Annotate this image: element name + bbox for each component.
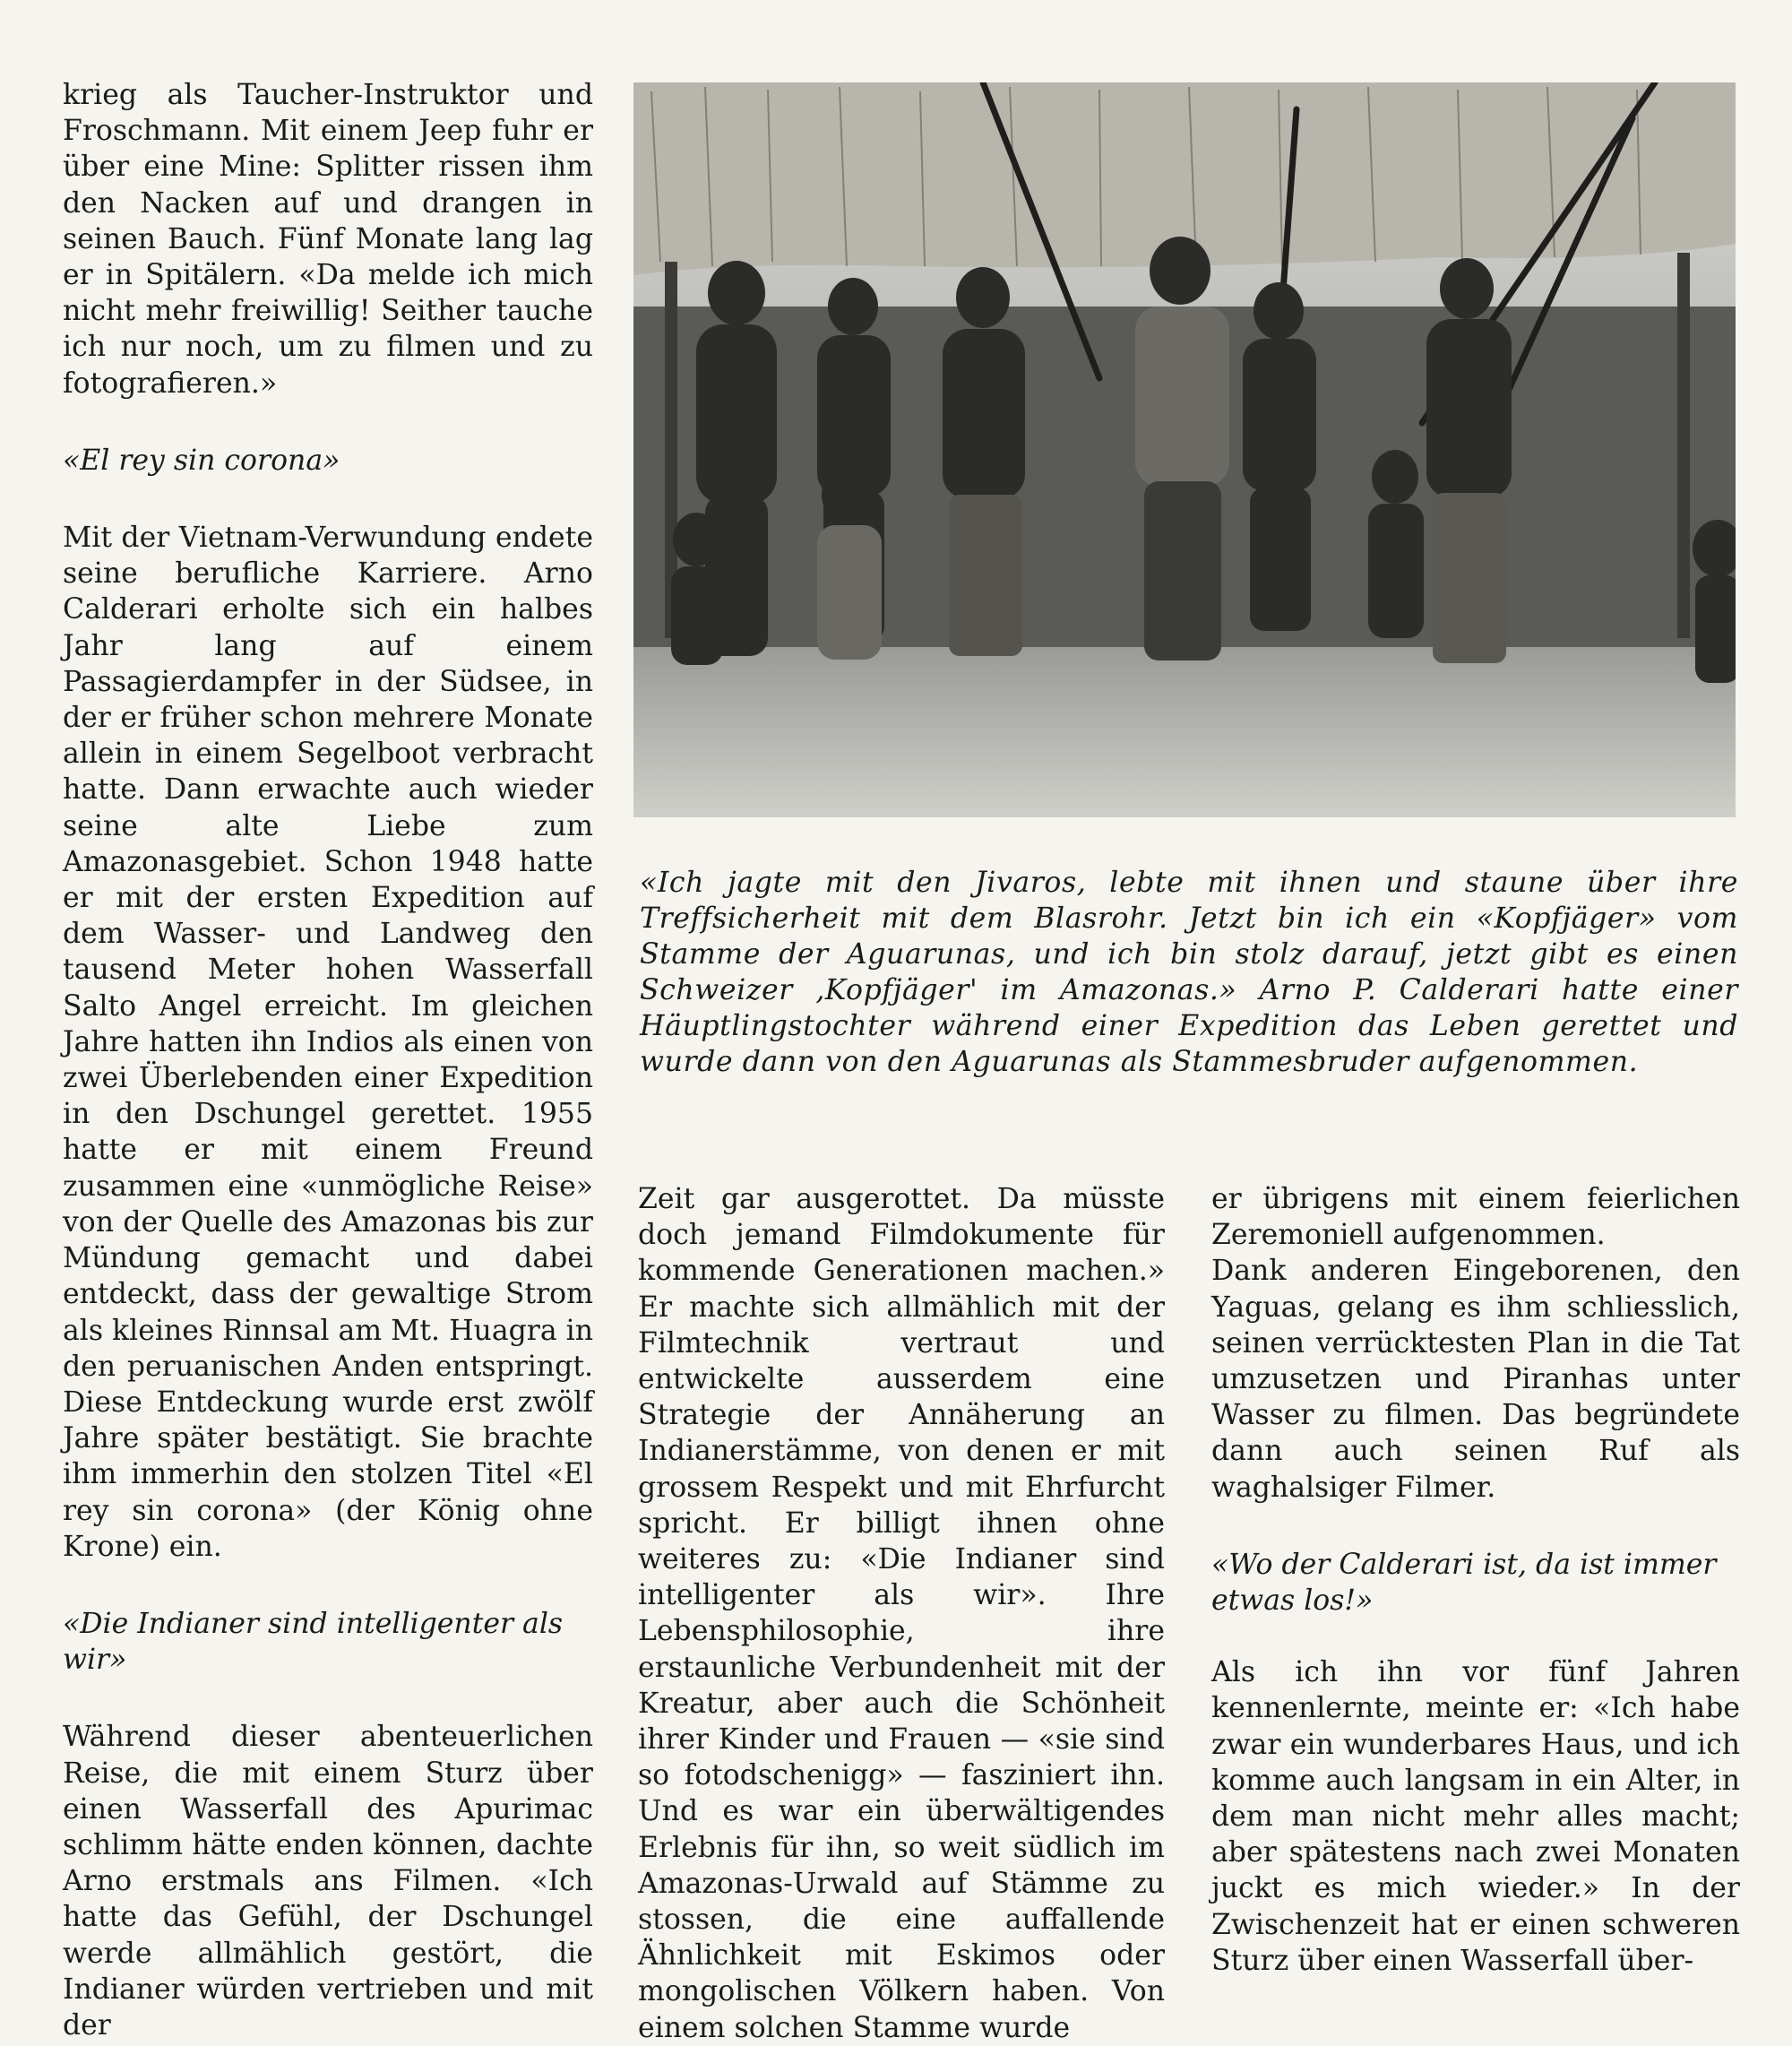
group-photo [633,82,1736,817]
photo-jivaro-group-icon [633,82,1736,817]
section-heading: «Die Indianer sind intelligenter als wir» [63,1607,564,1677]
right-column [1211,1181,1740,1979]
left-column [63,77,593,2043]
middle-column [638,1181,1165,2046]
body-paragraph: krieg als Taucher-Instruktor und Froschmann. Mit einem Jeep fuhr er über eine Mine: Splitter rissen ihm den Nacken auf und drangen in seinen Bauch. Fünf Monate lang lag er in Spitälern. «Da melde ich mich nicht mehr freiwillig! Seither tauche ich nur noch, um zu filmen und zu fotografieren.» [63,79,593,400]
body-paragraph: Als ich ihn vor fünf Jahren kennenlernte, meinte er: «Ich habe zwar ein wunderbares Haus, und ich komme auch langsam in ein Alter, in dem man nicht mehr alles macht; aber spätestens nach zwei Monaten juckt es mich wieder.» In der Zwischenzeit hat er einen schweren Sturz über einen Wasserfall über- [1211,1656,1740,1977]
photo-caption: «Ich jagte mit den Jivaros, lebte mit ihnen und staune über ihre Treffsicherheit mit dem Blasrohr. Jetzt bin ich ein «Kopfjäger» vom Stamme der Aguarunas, und ich bin stolz darauf, jetzt gibt es einen Schweizer ‚Kopfjäger' im Amazonas.» Arno P. Calderari hatte einer Häuptlingstochter während einer Expedition das Leben gerettet und wurde dann von den Aguarunas als Stammesbruder aufgenommen. [640,867,1738,1078]
body-paragraph: Mit der Vietnam-Verwundung endete seine berufliche Karriere. Arno Calderari erholte sich ein halbes Jahr lang auf einem Passagierdampfer in der Südsee, in der er früher schon mehrere Monate allein in einem Segelboot verbracht hatte. Dann erwachte auch wieder seine alte Liebe zum Amazonasgebiet. Schon 1948 hatte er mit der ersten Expedition auf dem Wasser- und Landweg den tausend Meter hohen Wasserfall Salto Angel erreicht. Im gleichen Jahre hatten ihn Indios als einen von zwei Überlebenden einer Expedition in den Dschungel gerettet. 1955 hatte er mit einem Freund zusammen eine «unmögliche Reise» von der Quelle des Amazonas bis zur Mündung gemacht und dabei entdeckt, dass der gewaltige Strom als kleines Rinnsal am Mt. Huagra in den peruanischen Anden entspringt. Diese Entdeckung wurde erst zwölf Jahre später bestätigt. Sie brachte ihm immerhin den stolzen Titel «El rey sin corona» (der König ohne Krone) ein. [63,522,593,1563]
body-paragraph: Zeit gar ausgerottet. Da müsste doch jemand Filmdokumente für kommende Generationen machen.» Er machte sich allmählich mit der Filmtechnik vertraut und entwickelte ausserdem eine Strategie der Annäherung an Indianerstämme, von denen er mit grossem Respekt und mit Ehrfurcht spricht. Er billigt ihnen ohne weiteres zu: «Die Indianer sind intelligenter als wir». Ihre Lebensphilosophie, ihre erstaunliche Verbundenheit mit der Kreatur, aber auch die Schönheit ihrer Kinder und Frauen — «sie sind so fotodschenigg» — fasziniert ihn. Und es war ein überwältigendes Erlebnis für ihn, so weit südlich im Amazonas-Urwald auf Stämme zu stossen, die eine auffallende Ähnlichkeit mit Eskimos oder mongolischen Völkern haben. Von einem solchen Stamme wurde [638,1183,1165,2044]
section-heading: «Wo der Calderari ist, da ist immer etwas los!» [1211,1548,1717,1618]
body-paragraph: er übrigens mit einem feierlichen Zeremoniell aufgenommen. [1211,1183,1740,1252]
body-paragraph: Dank anderen Eingeborenen, den Yaguas, gelang es ihm schliesslich, seinen verrücktesten Plan in die Tat umzusetzen und Piranhas unter Wasser zu filmen. Das begründete dann auch seinen Ruf als waghalsiger Filmer. [1211,1255,1740,1504]
section-heading: «El rey sin corona» [63,444,340,477]
body-paragraph: Während dieser abenteuerlichen Reise, die mit einem Sturz über einen Wasserfall des Apurimac schlimm hätte enden können, dachte Arno erstmals ans Filmen. «Ich hatte das Gefühl, der Dschungel werde allmählich gestört, die Indianer würden vertrieben und mit der [63,1721,593,2042]
